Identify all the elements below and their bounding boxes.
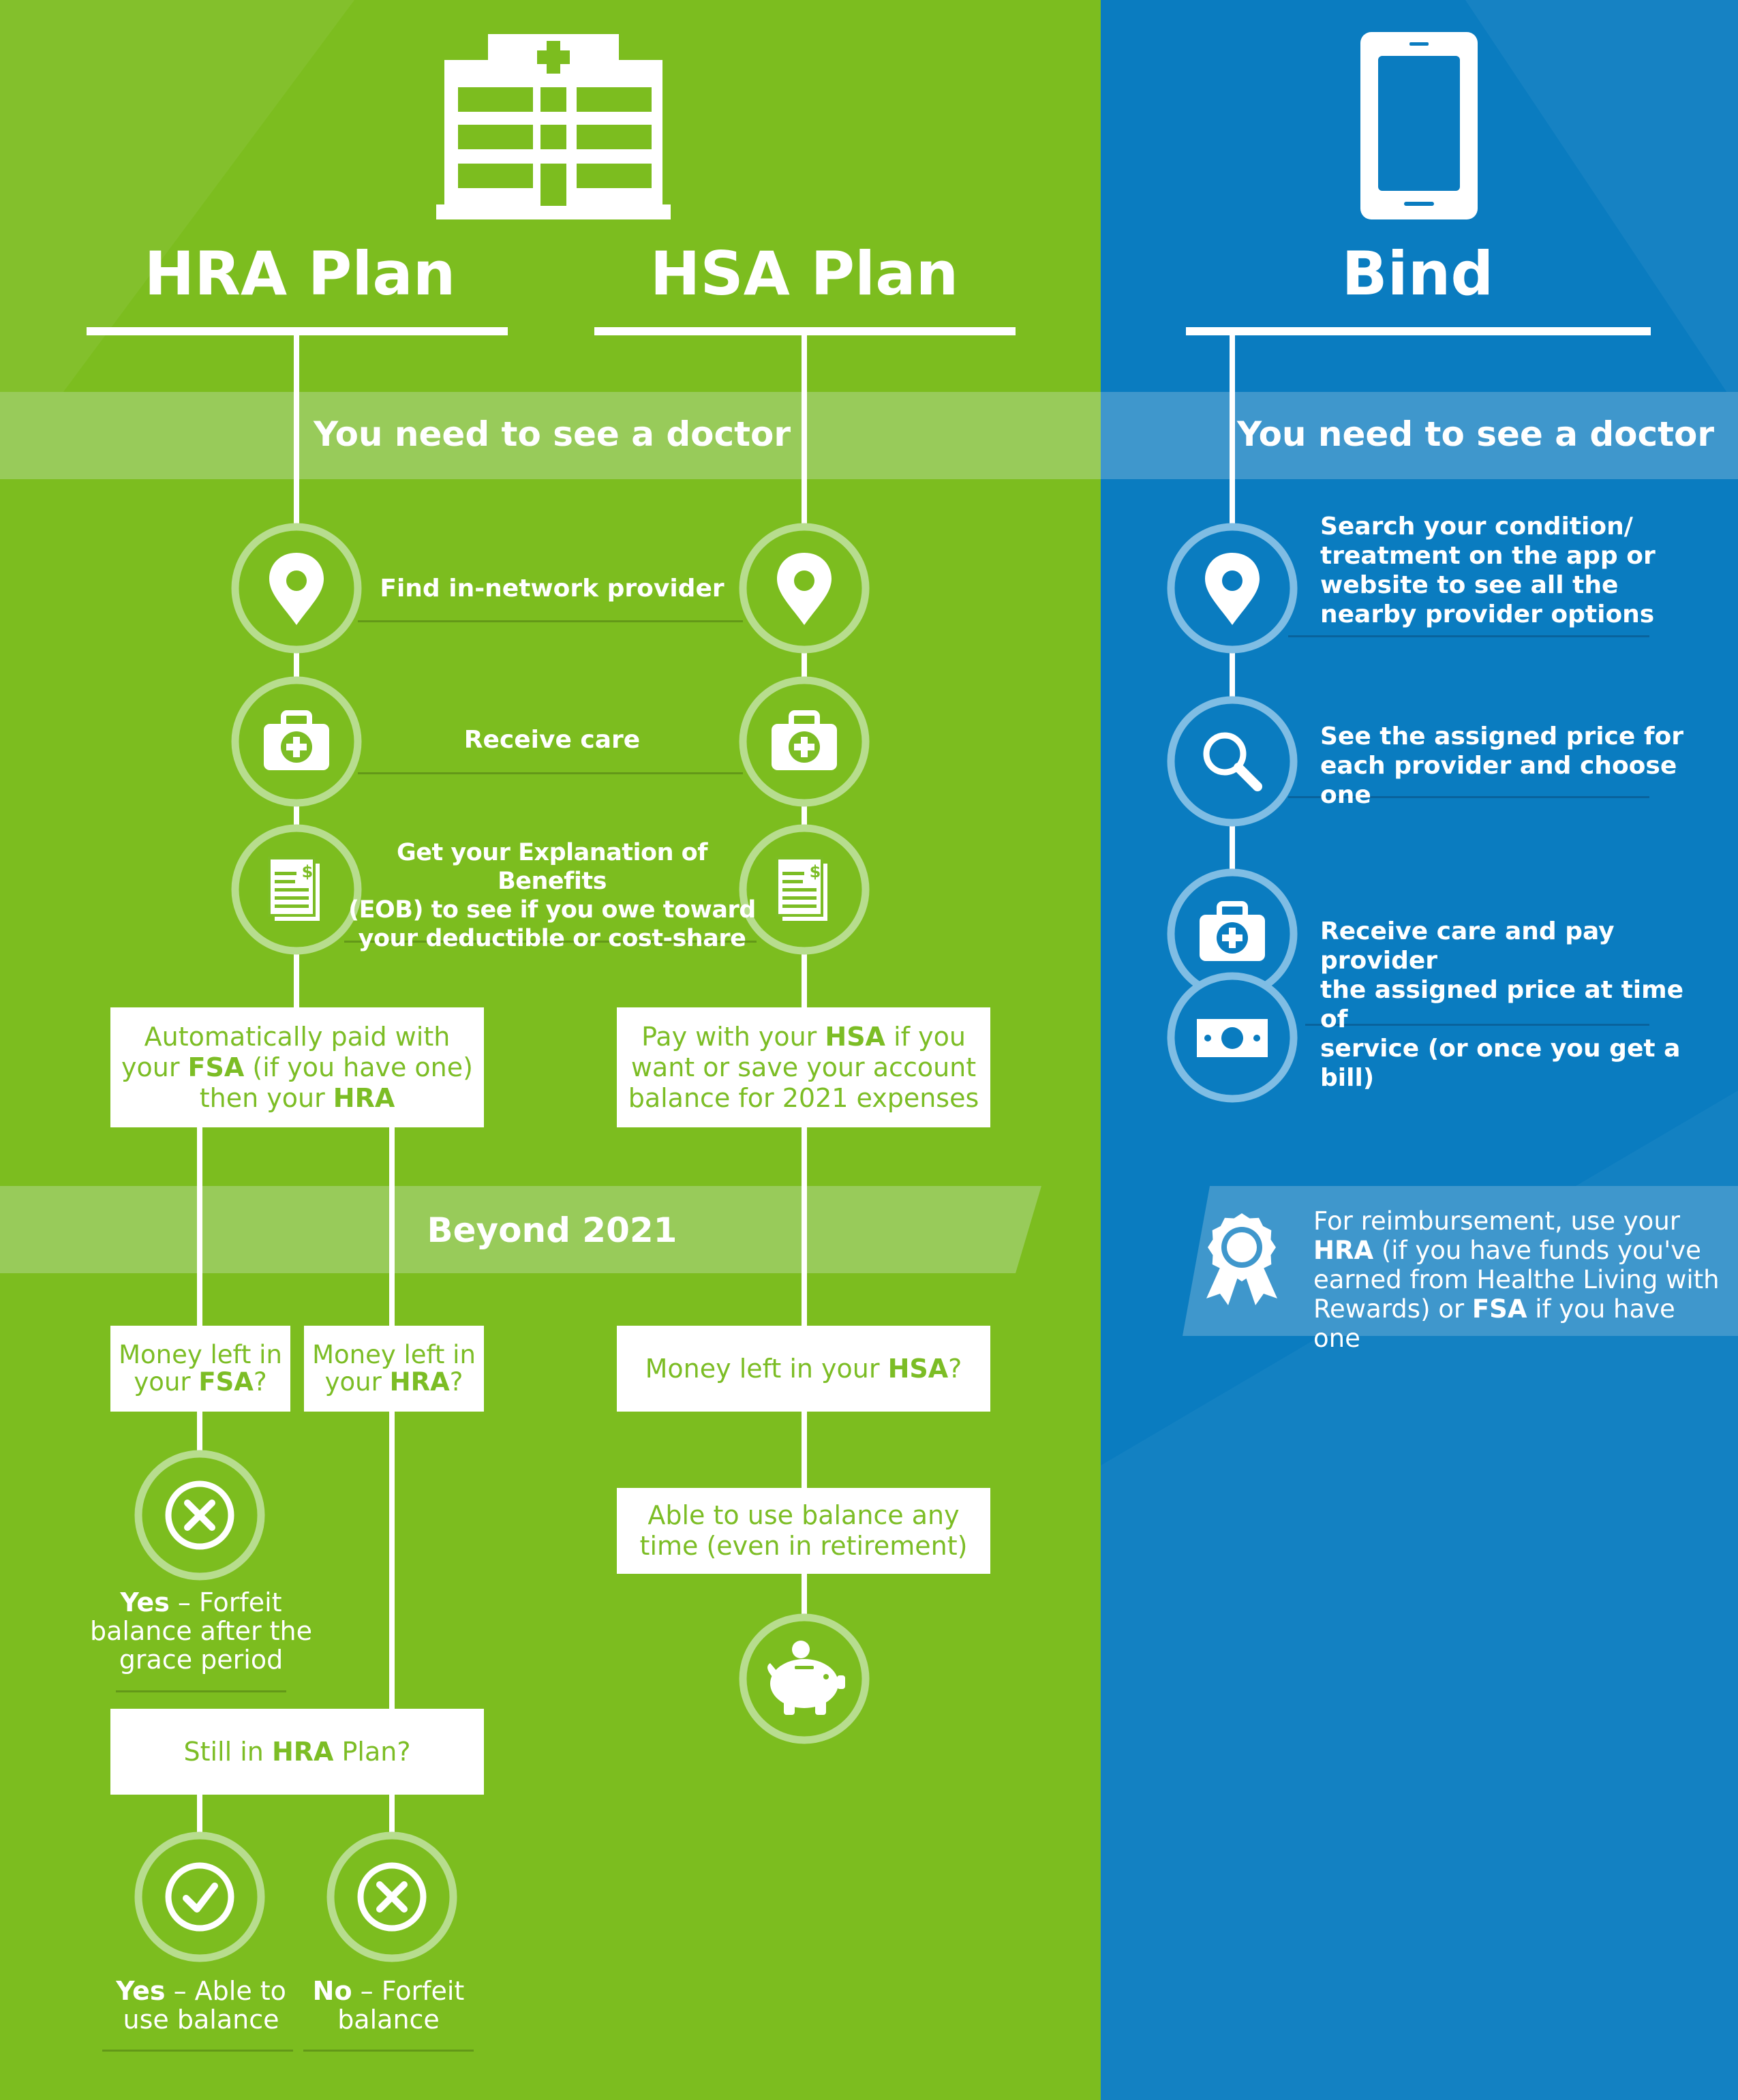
find-provider-label: Find in-network provider xyxy=(380,575,725,603)
box-text: Money left in your xyxy=(119,1340,282,1397)
bind-search-line: nearby provider options xyxy=(1320,600,1655,628)
bind-receive-pay-line: the assigned price at time of xyxy=(1320,976,1684,1033)
bind-search-line: website to see all the xyxy=(1320,571,1619,599)
box-text: Still in xyxy=(183,1736,272,1767)
still-in-hra-box xyxy=(110,1709,484,1795)
box-text-bold: HRA xyxy=(333,1082,395,1113)
bind-title: Bind xyxy=(1341,239,1494,309)
eob-label-line: (EOB) to see if you owe toward xyxy=(348,896,756,924)
fsa-yes-outcome xyxy=(82,1588,320,1677)
money-left-fsa-text xyxy=(119,1341,282,1396)
outcome-bold: Yes xyxy=(120,1587,170,1617)
reimb-bold: HRA xyxy=(1313,1236,1374,1265)
doctor-band-left-text: You need to see a doctor xyxy=(313,414,791,454)
use-any-time-text: Able to use balance any time (even in retirement) xyxy=(639,1500,968,1561)
box-text-bold: HSA xyxy=(825,1021,885,1052)
auto-paid-text xyxy=(119,1022,476,1114)
outcome-bold: No xyxy=(312,1976,352,2006)
bind-reimbursement-label xyxy=(1313,1206,1722,1353)
eob-label xyxy=(341,838,763,952)
box-text-bold: FSA xyxy=(198,1367,254,1397)
still-in-hra-text xyxy=(183,1737,410,1767)
bind-receive-pay-line: Receive care and pay provider xyxy=(1320,917,1615,975)
box-text: ? xyxy=(449,1367,463,1397)
hra-no-outcome xyxy=(293,1977,484,2038)
outcome-bold: Yes xyxy=(116,1976,166,2006)
bind-receive-pay-label xyxy=(1320,917,1716,1092)
hsa-plan-title: HSA Plan xyxy=(650,239,959,309)
pay-with-hsa-text xyxy=(625,1022,982,1114)
box-text: Plan? xyxy=(333,1736,411,1767)
eob-label-line: Get your Explanation of Benefits xyxy=(397,839,707,895)
money-left-hsa-box xyxy=(617,1326,990,1412)
doctor-band-right-text: You need to see a doctor xyxy=(1236,414,1715,454)
money-left-hra-box xyxy=(304,1326,484,1412)
bind-price-line: See the assigned price for xyxy=(1320,722,1683,750)
box-text: if you want or save your account balance for 2021 expenses xyxy=(628,1021,979,1113)
money-left-fsa-box xyxy=(110,1326,290,1412)
reimb-text: For reimbursement, use your xyxy=(1313,1206,1680,1236)
money-left-hsa-text xyxy=(645,1354,962,1384)
reimb-text: if you have one xyxy=(1313,1294,1675,1353)
receive-care-label: Receive care xyxy=(463,726,641,754)
box-text: ? xyxy=(253,1367,267,1397)
box-text-bold: HRA xyxy=(271,1736,334,1767)
money-left-hra-text xyxy=(312,1341,476,1396)
bind-search-line: treatment on the app or xyxy=(1320,542,1656,570)
use-any-time-box xyxy=(617,1488,990,1574)
box-text: Money left in your xyxy=(645,1353,888,1384)
bind-receive-pay-line: service (or once you get a bill) xyxy=(1320,1035,1681,1092)
box-text: Automatically paid with your xyxy=(121,1021,451,1082)
auto-paid-box xyxy=(110,1007,484,1127)
box-text-bold: HSA xyxy=(887,1353,949,1384)
outcome-text: – Forfeit balance after the grace period xyxy=(89,1587,313,1675)
hra-yes-outcome xyxy=(102,1977,300,2038)
box-text-bold: FSA xyxy=(187,1052,245,1082)
outcome-text: – Able to use balance xyxy=(123,1976,286,2035)
eob-label-line: your deductible or cost-share xyxy=(358,925,746,952)
box-text: Pay with your xyxy=(641,1021,825,1052)
bind-search-line: Search your condition/ xyxy=(1320,513,1633,541)
bind-search-label xyxy=(1320,512,1716,635)
bind-price-line: each provider and choose one xyxy=(1320,752,1677,809)
reimb-bold: FSA xyxy=(1472,1294,1527,1324)
box-text: ? xyxy=(948,1353,962,1384)
bind-price-label xyxy=(1320,722,1716,809)
pay-with-hsa-box xyxy=(617,1007,990,1127)
box-text: (if you have one) then your xyxy=(199,1052,473,1113)
reimb-text: (if you have funds you've earned from Healthe Living with Rewards) or xyxy=(1313,1236,1720,1324)
beyond-2021-band-text: Beyond 2021 xyxy=(427,1211,677,1250)
outcome-text: – Forfeit balance xyxy=(337,1976,465,2035)
box-text-bold: HRA xyxy=(389,1367,450,1397)
hra-plan-title: HRA Plan xyxy=(144,239,456,309)
box-text: Money left in your xyxy=(312,1340,476,1397)
